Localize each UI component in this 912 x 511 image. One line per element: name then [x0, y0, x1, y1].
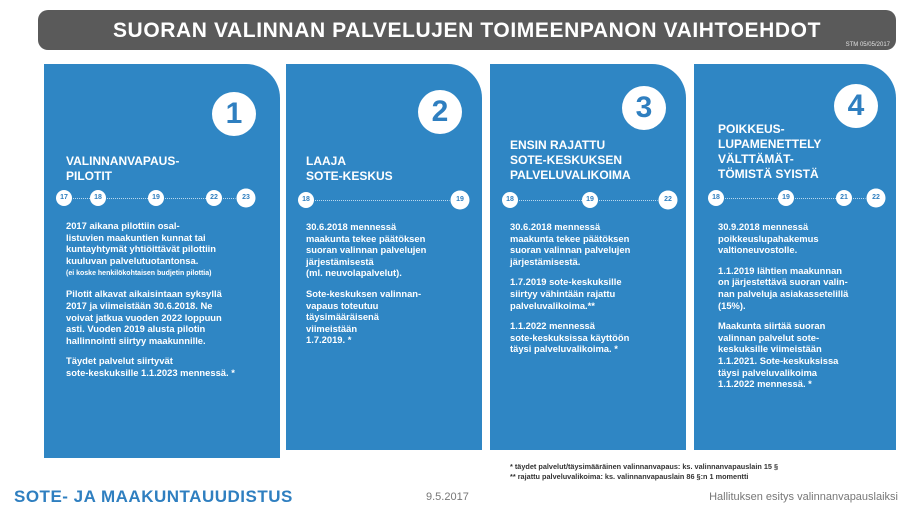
option-card-2 [286, 64, 482, 450]
card-heading-line: POIKKEUS- [718, 122, 785, 136]
card-heading-line: LUPAMENETTELY [718, 137, 822, 151]
timeline-year: 18 [502, 192, 518, 208]
card-paragraph: 30.9.2018 mennessä poikkeuslupahakemus valtioneuvostolle. [718, 221, 819, 256]
card-note: (ei koske henkilökohtaisen budjetin pilottia) [66, 270, 212, 278]
card-heading [718, 122, 821, 182]
card-paragraph: 1.7.2019 sote-keskuksille siirtyy vähintään rajattu palveluvalikoima.** [510, 276, 622, 311]
card-paragraph: Sote-keskuksen valinnan- vapaus toteutuu täysimääräisenä viimeistään 1.7.2019. * [306, 287, 422, 346]
card-paragraph: Maakunta siirtää suoran valinnan palvelut sote- keskuksille viimeistään 1.1.2021. Sote-keskuksissa täysi palveluvalikoima 1.1.2022 mennessä. * [718, 320, 839, 390]
timeline-year: 19 [582, 192, 598, 208]
timeline-year: 22 [206, 190, 222, 206]
card-paragraph: 30.6.2018 mennessä maakunta tekee päätöksen suoran valinnan palvelujen järjestämisestä (ml. neuvolapalvelut). [306, 221, 427, 279]
card-heading-line: PALVELUVALIKOIMA [510, 168, 631, 182]
card-number: 3 [622, 86, 666, 130]
footer-subtitle: Hallituksen esitys valinnanvapauslaiksi [709, 491, 898, 503]
card-heading [306, 154, 393, 184]
timeline-year: 19 [778, 190, 794, 206]
year-timeline [298, 192, 468, 210]
timeline-year: 18 [708, 190, 724, 206]
card-paragraph: 1.1.2019 lähtien maakunnan on järjestettävä suoran valin- nan palveluja asiakassetelillä (15%). [718, 264, 849, 311]
timeline-year: 21 [836, 190, 852, 206]
timeline-line [708, 198, 886, 199]
card-number: 4 [834, 84, 878, 128]
year-timeline [502, 192, 676, 210]
footnotes [510, 462, 778, 482]
timeline-year: 19 [452, 192, 468, 208]
card-paragraph: Pilotit alkavat aikaisintaan syksyllä 2017 ja viimeistään 30.6.2018. Ne voivat jatkua vuoden 2022 loppuun asti. Vuoden 2019 alusta pilotin hallinnointi siirtyy maakunnille. [66, 288, 222, 346]
timeline-year: 17 [56, 190, 72, 206]
card-paragraph: Täydet palvelut siirtyvät sote-keskuksille 1.1.2023 mennessä. * [66, 355, 235, 378]
card-heading-line: VALINNANVAPAUS- [66, 154, 180, 168]
card-heading [66, 154, 179, 184]
card-heading-line: LAAJA [306, 154, 347, 168]
option-card-1 [44, 64, 280, 458]
card-paragraph: 2017 aikana pilottiin osal- listuvien maakuntien kunnat tai kuntayhtymät yhtiöittävät pilottiin kuuluvan palvelutuotantonsa. [66, 220, 217, 266]
card-body [718, 221, 894, 399]
year-timeline [708, 190, 886, 208]
timeline-year: 22 [868, 190, 884, 206]
card-heading [510, 138, 631, 183]
card-number: 2 [418, 90, 462, 134]
timeline-year: 22 [660, 192, 676, 208]
timeline-year: 19 [148, 190, 164, 206]
page-title: SUORAN VALINNAN PALVELUJEN TOIMEENPANON VAIHTOEHDOT [112, 19, 822, 42]
card-paragraph: 1.1.2022 mennessä sote-keskuksissa käyttöön täysi palveluvalikoima. * [510, 320, 630, 355]
footer-brand: SOTE- JA MAAKUNTAUUDISTUS [14, 487, 293, 506]
option-card-3 [490, 64, 686, 450]
card-body [66, 220, 276, 388]
card-heading-line: TÖMISTÄ SYISTÄ [718, 167, 819, 181]
card-number: 1 [212, 92, 256, 136]
card-paragraph: 30.6.2018 mennessä maakunta tekee päätöksen suoran valinnan palvelujen järjestämisestä. [510, 221, 631, 267]
option-card-4 [694, 64, 896, 450]
card-body [306, 221, 476, 355]
stamp-text: STM 05/05/2017 [845, 42, 890, 48]
timeline-year: 18 [298, 192, 314, 208]
card-heading-line: SOTE-KESKUS [306, 169, 393, 183]
timeline-year: 18 [90, 190, 106, 206]
footnote: * täydet palvelut/täysimääräinen valinnanvapaus: ks. valinnanvapauslain 15 § [510, 462, 779, 471]
year-timeline [56, 190, 254, 208]
footer-date: 9.5.2017 [426, 491, 469, 503]
card-heading-line: PILOTIT [66, 169, 112, 183]
card-heading-line: VÄLTTÄMÄT- [718, 152, 794, 166]
card-body [510, 221, 682, 364]
card-heading-line: SOTE-KESKUKSEN [510, 153, 623, 167]
timeline-line [298, 200, 468, 201]
footnote: ** rajattu palveluvalikoima: ks. valinnanvapauslain 86 §:n 1 momentti [510, 472, 749, 481]
timeline-year: 23 [238, 190, 254, 206]
title-bar [38, 10, 896, 50]
card-heading-line: ENSIN RAJATTU [510, 138, 606, 152]
